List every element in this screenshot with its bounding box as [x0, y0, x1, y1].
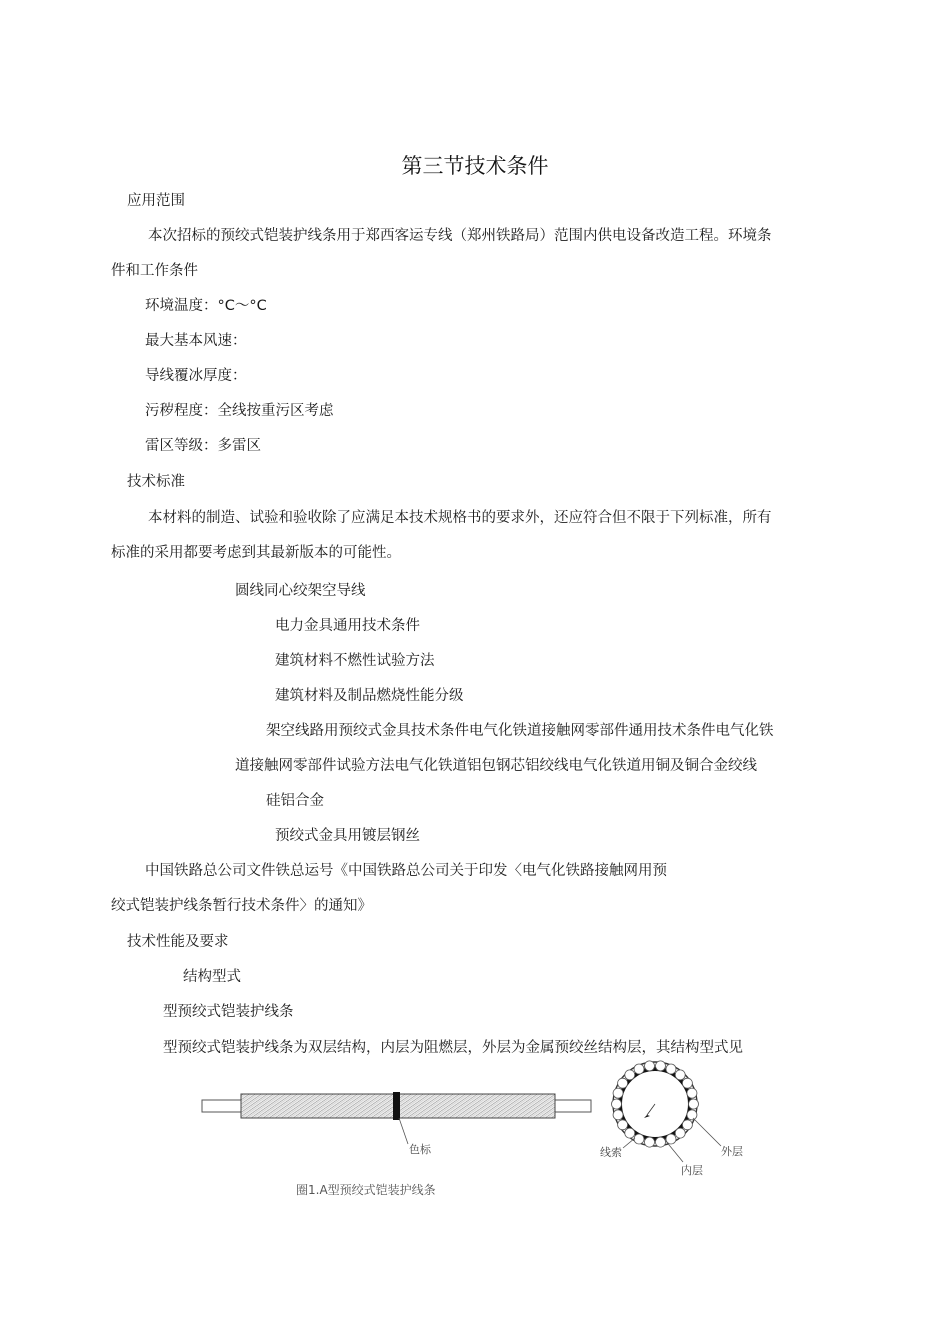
- condition-temperature: 环境温度：°C〜°C: [145, 298, 267, 314]
- armor-rod-diagram: [195, 1052, 755, 1192]
- standard-item: 建筑材料及制品燃烧性能分级: [275, 688, 464, 704]
- heading-structure: 结构型式: [183, 969, 241, 985]
- paragraph-standards: 本材料的制造、试验和验收除了应满足本技术规格书的要求外，还应符合但不限于下列标准，所有: [148, 510, 772, 526]
- strand-circle: [689, 1099, 699, 1109]
- strand-circle: [655, 1061, 665, 1071]
- strand-circle: [634, 1134, 644, 1144]
- strand-circle: [613, 1088, 623, 1098]
- standard-item: 预绞式金具用镀层钢丝: [275, 828, 420, 844]
- strand-circle: [645, 1061, 655, 1071]
- heading-standards: 技术标准: [127, 474, 185, 490]
- standard-item: 硅铝合金: [266, 793, 324, 809]
- conductor-right-end: [553, 1100, 591, 1112]
- cable-leader: [623, 1138, 635, 1148]
- strand-circle: [687, 1088, 697, 1098]
- section-title: 第三节技术条件: [401, 154, 549, 178]
- cross-section: [612, 1061, 699, 1147]
- strand-circle: [687, 1110, 697, 1120]
- heading-performance: 技术性能及要求: [127, 934, 229, 950]
- color-mark-leader: [399, 1118, 408, 1144]
- label-cable: 线索: [600, 1146, 622, 1159]
- strand-circle: [675, 1070, 685, 1080]
- standard-item: 电力金具通用技术条件: [275, 618, 420, 634]
- label-inner: 内层: [681, 1164, 703, 1177]
- paragraph-structure: 型预绞式铠装护线条为双层结构，内层为阻燃层，外层为金属预绞丝结构层，其结构型式见: [163, 1040, 743, 1056]
- color-mark: [393, 1092, 400, 1120]
- strand-circle: [682, 1120, 692, 1130]
- heading-scope: 应用范围: [127, 193, 185, 209]
- strand-circle: [645, 1137, 655, 1147]
- condition-ice-thickness: 导线覆冰厚度：: [145, 368, 247, 384]
- strand-circle: [612, 1099, 622, 1109]
- label-color-mark: 色标: [409, 1143, 431, 1156]
- standard-item: 建筑材料不燃性试验方法: [275, 653, 435, 669]
- strand-circle: [625, 1070, 635, 1080]
- standard-item: 道接触网零部件试验方法电气化铁道铝包钢芯铝绞线电气化铁道用铜及铜合金绞线: [235, 758, 757, 774]
- figure-caption: 圈1.A型预绞式铠装护线条: [296, 1183, 436, 1197]
- strand-circle: [655, 1137, 665, 1147]
- strand-circle: [666, 1064, 676, 1074]
- strand-circle: [634, 1064, 644, 1074]
- strand-circle: [618, 1078, 628, 1088]
- armor-rod-figure: [195, 1052, 755, 1192]
- standard-item: 圆线同心绞架空导线: [235, 583, 366, 599]
- conductor-left-end: [202, 1100, 242, 1112]
- paragraph-notice: 中国铁路总公司文件铁总运号《中国铁路总公司关于印发〈电气化铁路接触网用预: [145, 863, 667, 879]
- paragraph-scope-cont: 件和工作条件: [111, 263, 198, 279]
- heading-type: 型预绞式铠装护线条: [163, 1004, 294, 1020]
- label-outer: 外层: [721, 1145, 743, 1158]
- paragraph-notice-cont: 绞式铠装护线条暂行技术条件〉的通知》: [111, 898, 372, 914]
- standard-item: 架空线路用预绞式金具技术条件电气化铁道接触网零部件通用技术条件电气化铁: [266, 723, 774, 739]
- condition-lightning: 雷区等级：多雷区: [145, 438, 261, 454]
- paragraph-scope: 本次招标的预绞式铠装护线条用于郑西客运专线（郑州铁路局）范围内供电设备改造工程。环境条: [148, 228, 772, 244]
- condition-wind-speed: 最大基本风速：: [145, 333, 247, 349]
- strand-circle: [682, 1078, 692, 1088]
- paragraph-standards-cont: 标准的采用都要考虑到其最新版本的可能性。: [111, 545, 401, 561]
- strand-circle: [625, 1128, 635, 1138]
- outer-leader: [693, 1118, 721, 1146]
- strand-circle: [613, 1110, 623, 1120]
- strand-circle: [618, 1120, 628, 1130]
- strand-circle: [675, 1128, 685, 1138]
- condition-pollution: 污秽程度：全线按重污区考虑: [145, 403, 334, 419]
